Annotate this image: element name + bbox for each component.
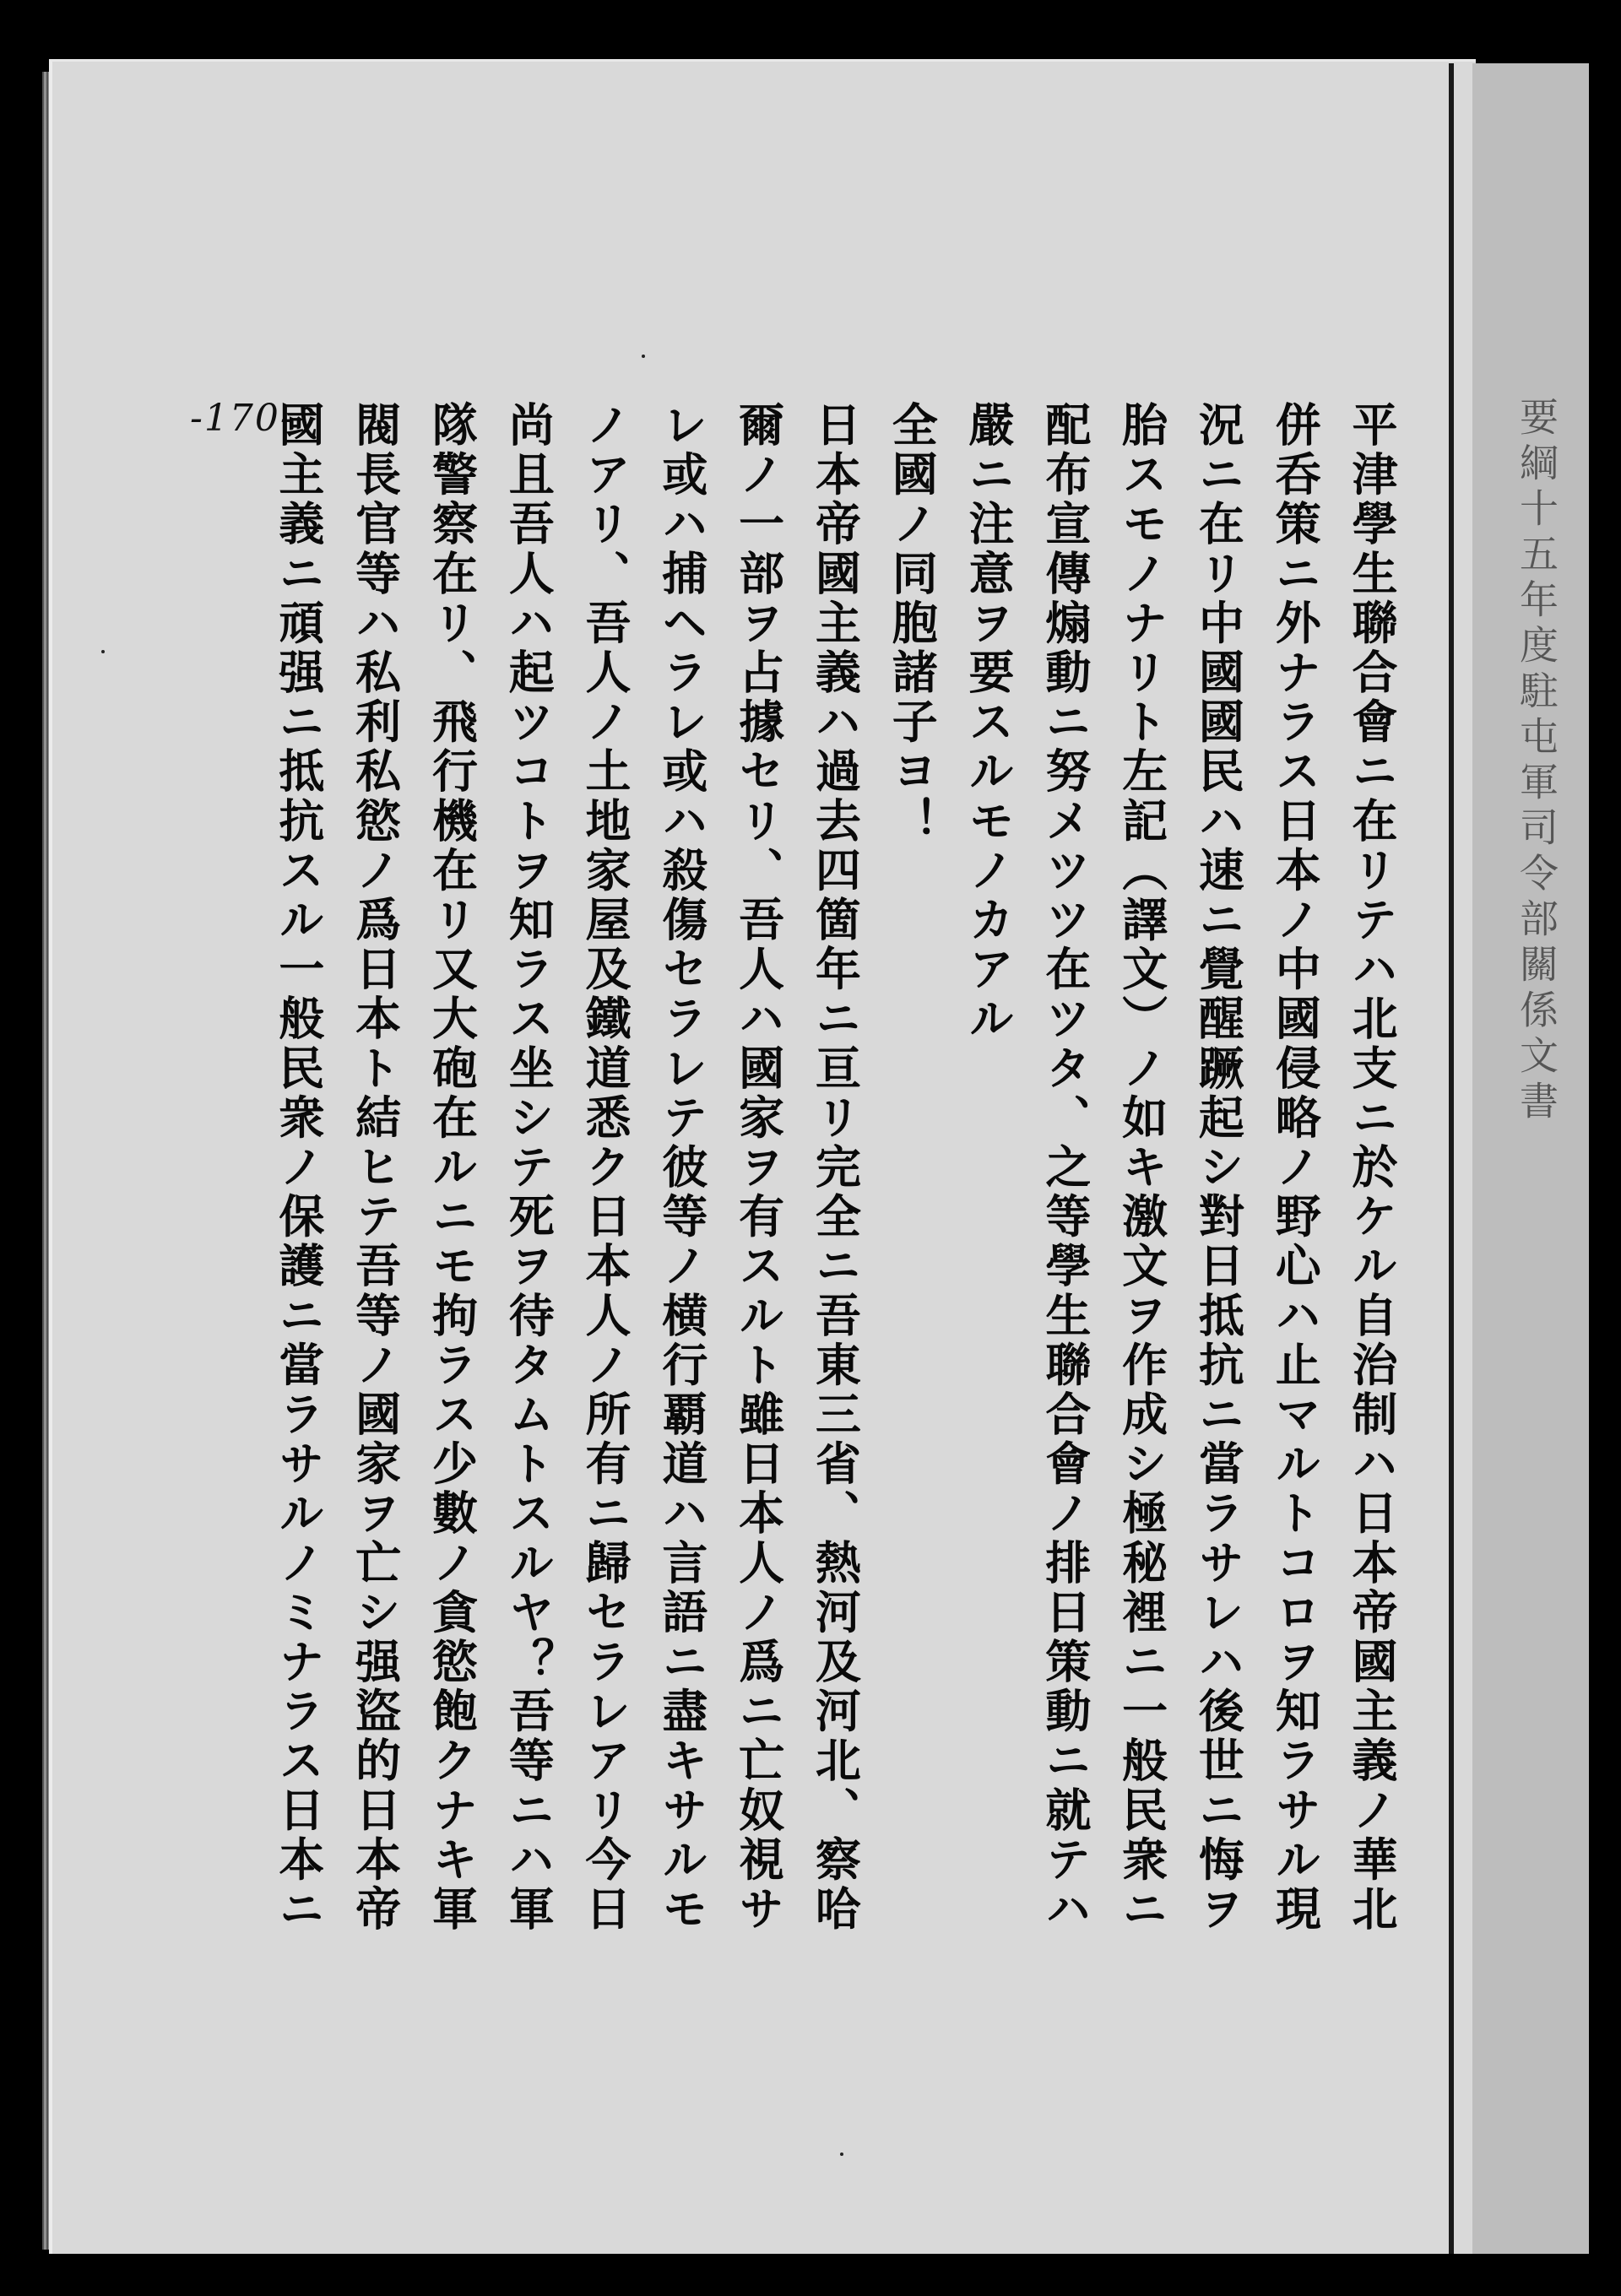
text-column: 平津學生聯合會ニ在リテハ北支ニ於ケル自治制ハ日本帝國主義ノ華北 [1345, 401, 1399, 1935]
text-column: 爾ノ一部ヲ占據セリ、吾人ハ國家ヲ有スルト雖日本人ノ爲ニ亡奴視サ [731, 401, 786, 1935]
adjacent-page-text: 要綱十五年度駐屯軍司令部關係文書 [1514, 397, 1559, 1126]
text-column: 配布宣傳煽動ニ努メツツ在ツタ、之等學生聯合會ノ排日策動ニ就テハ [1038, 401, 1092, 1935]
vertical-text-body [271, 401, 1410, 2055]
text-column: 日本帝國主義ハ過去四箇年ニ亘リ完全ニ吾東三省、熱河及河北、察哈 [808, 401, 863, 1935]
ink-speck [642, 355, 645, 358]
text-column: レ或ハ捕ヘラレ或ハ殺傷セラレテ彼等ノ横行覇道ハ言語ニ盡キサルモ [654, 401, 709, 1935]
page-gutter [1449, 63, 1454, 2254]
text-column: 尚且吾人ハ起ツコトヲ知ラス坐シテ死ヲ待タムトスルヤ？吾等ニハ軍 [501, 401, 556, 1935]
ink-speck [840, 2152, 843, 2156]
text-column: 況ニ在リ中國國民ハ速ニ覺醒蹶起シ對日抵抗ニ當ラサレハ後世ニ悔ヲ [1191, 401, 1246, 1935]
text-column: 國主義ニ頑强ニ抵抗スル一般民衆ノ保護ニ當ラサルノミナラス日本ニ [271, 401, 326, 1935]
text-column: ノアリ、吾人ノ土地家屋及鐵道悉ク日本人ノ所有ニ歸セラレアリ今日 [578, 401, 633, 1935]
text-column: 全國ノ同胞諸子ヨ！ [885, 401, 940, 847]
text-column: 閥長官等ハ私利私慾ノ爲日本ト結ヒテ吾等ノ國家ヲ亡シ强盜的日本帝 [348, 401, 403, 1935]
text-column: 併呑策ニ外ナラス日本ノ中國侵略ノ野心ハ止マルトコロヲ知ラサル現 [1268, 401, 1323, 1935]
text-column: 嚴ニ注意ヲ要スルモノカアル [962, 401, 1017, 1044]
text-column: 胎スモノナリト左記（譯文）ノ如キ激文ヲ作成シ極秘裡ニ一般民衆ニ [1114, 401, 1169, 1935]
ink-speck [101, 650, 105, 653]
text-column: 隊警察在リ、飛行機在リ又大砲在ルニモ拘ラス少數ノ貪慾飽クナキ軍 [425, 401, 480, 1935]
page-number: -170- [190, 397, 295, 440]
